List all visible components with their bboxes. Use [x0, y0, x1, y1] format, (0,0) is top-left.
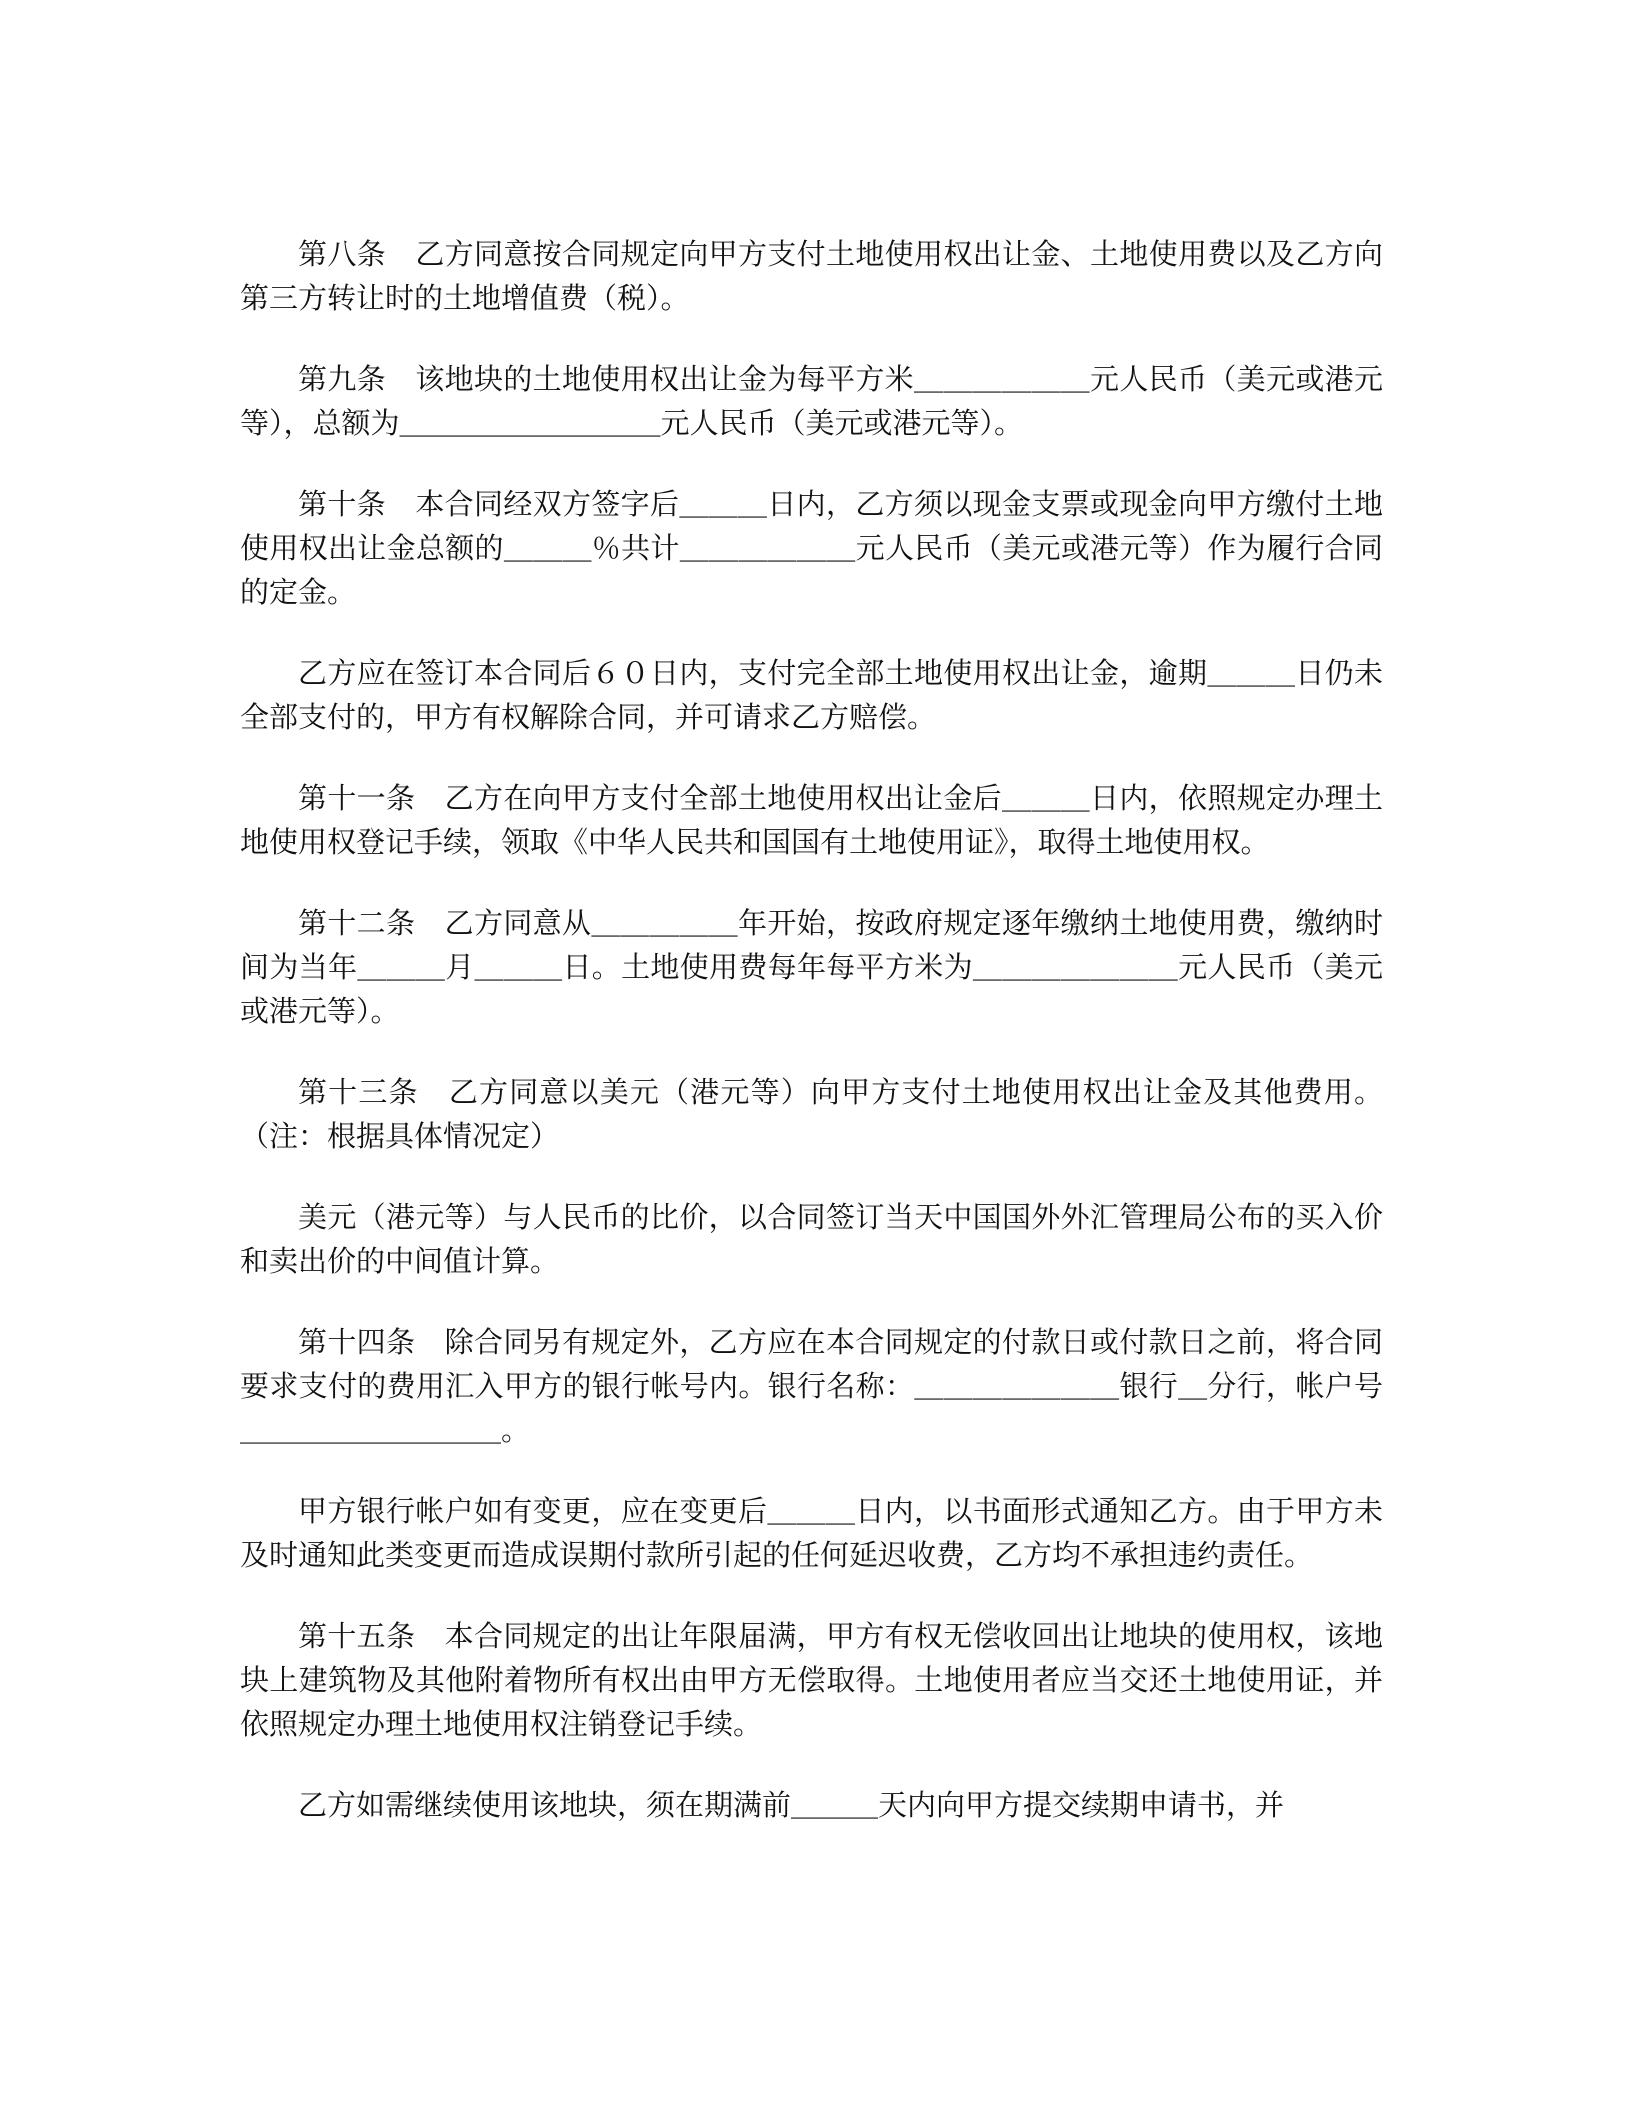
document-body — [240, 232, 1383, 1864]
article-10-payment-deadline-paragraph: 乙方应在签订本合同后６０日内，支付完全部土地使用权出让金，逾期＿＿＿日仍未全部支付的，甲方有权解除合同，并可请求乙方赔偿。 — [240, 656, 1383, 734]
article-9-paragraph: 第九条 该地块的土地使用权出让金为每平方米＿＿＿＿＿＿元人民币（美元或港元等），总额为＿＿＿＿＿＿＿＿＿元人民币（美元或港元等）。 — [240, 362, 1383, 440]
article-11-paragraph: 第十一条 乙方在向甲方支付全部土地使用权出让金后＿＿＿日内，依照规定办理土地使用权登记手续，领取《中华人民共和国国有土地使用证》，取得土地使用权。 — [240, 781, 1383, 859]
article-12-paragraph: 第十二条 乙方同意从＿＿＿＿＿年开始，按政府规定逐年缴纳土地使用费，缴纳时间为当年＿＿＿月＿＿＿日。土地使用费每年每平方米为＿＿＿＿＿＿＿元人民币（美元或港元等）。 — [240, 906, 1383, 1028]
renewal-application-paragraph: 乙方如需继续使用该地块，须在期满前＿＿＿天内向甲方提交续期申请书，并 — [298, 1788, 1285, 1822]
article-14-paragraph: 第十四条 除合同另有规定外，乙方应在本合同规定的付款日或付款日之前，将合同要求支付的费用汇入甲方的银行帐号内。银行名称：＿＿＿＿＿＿＿银行＿分行，帐户号＿＿＿＿＿＿＿＿＿。 — [240, 1325, 1383, 1447]
article-8-paragraph: 第八条 乙方同意按合同规定向甲方支付土地使用权出让金、土地使用费以及乙方向第三方转让时的土地增值费（税）。 — [240, 237, 1383, 315]
article-15-paragraph: 第十五条 本合同规定的出让年限届满，甲方有权无偿收回出让地块的使用权，该地块上建筑物及其他附着物所有权出由甲方无偿取得。土地使用者应当交还土地使用证，并依照规定办理土地使用权注销登记手续。 — [240, 1619, 1383, 1741]
article-10-paragraph: 第十条 本合同经双方签字后＿＿＿日内，乙方须以现金支票或现金向甲方缴付土地使用权出让金总额的＿＿＿％共计＿＿＿＿＿＿元人民币（美元或港元等）作为履行合同的定金。 — [240, 487, 1383, 609]
bank-account-change-paragraph: 甲方银行帐户如有变更，应在变更后＿＿＿日内，以书面形式通知乙方。由于甲方未及时通知此类变更而造成误期付款所引起的任何延迟收费，乙方均不承担违约责任。 — [240, 1494, 1383, 1572]
exchange-rate-paragraph: 美元（港元等）与人民币的比价，以合同签订当天中国国外外汇管理局公布的买入价和卖出价的中间值计算。 — [240, 1200, 1383, 1278]
article-13-paragraph: 第十三条 乙方同意以美元（港元等）向甲方支付土地使用权出让金及其他费用。（注：根据具体情况定） — [240, 1075, 1383, 1153]
